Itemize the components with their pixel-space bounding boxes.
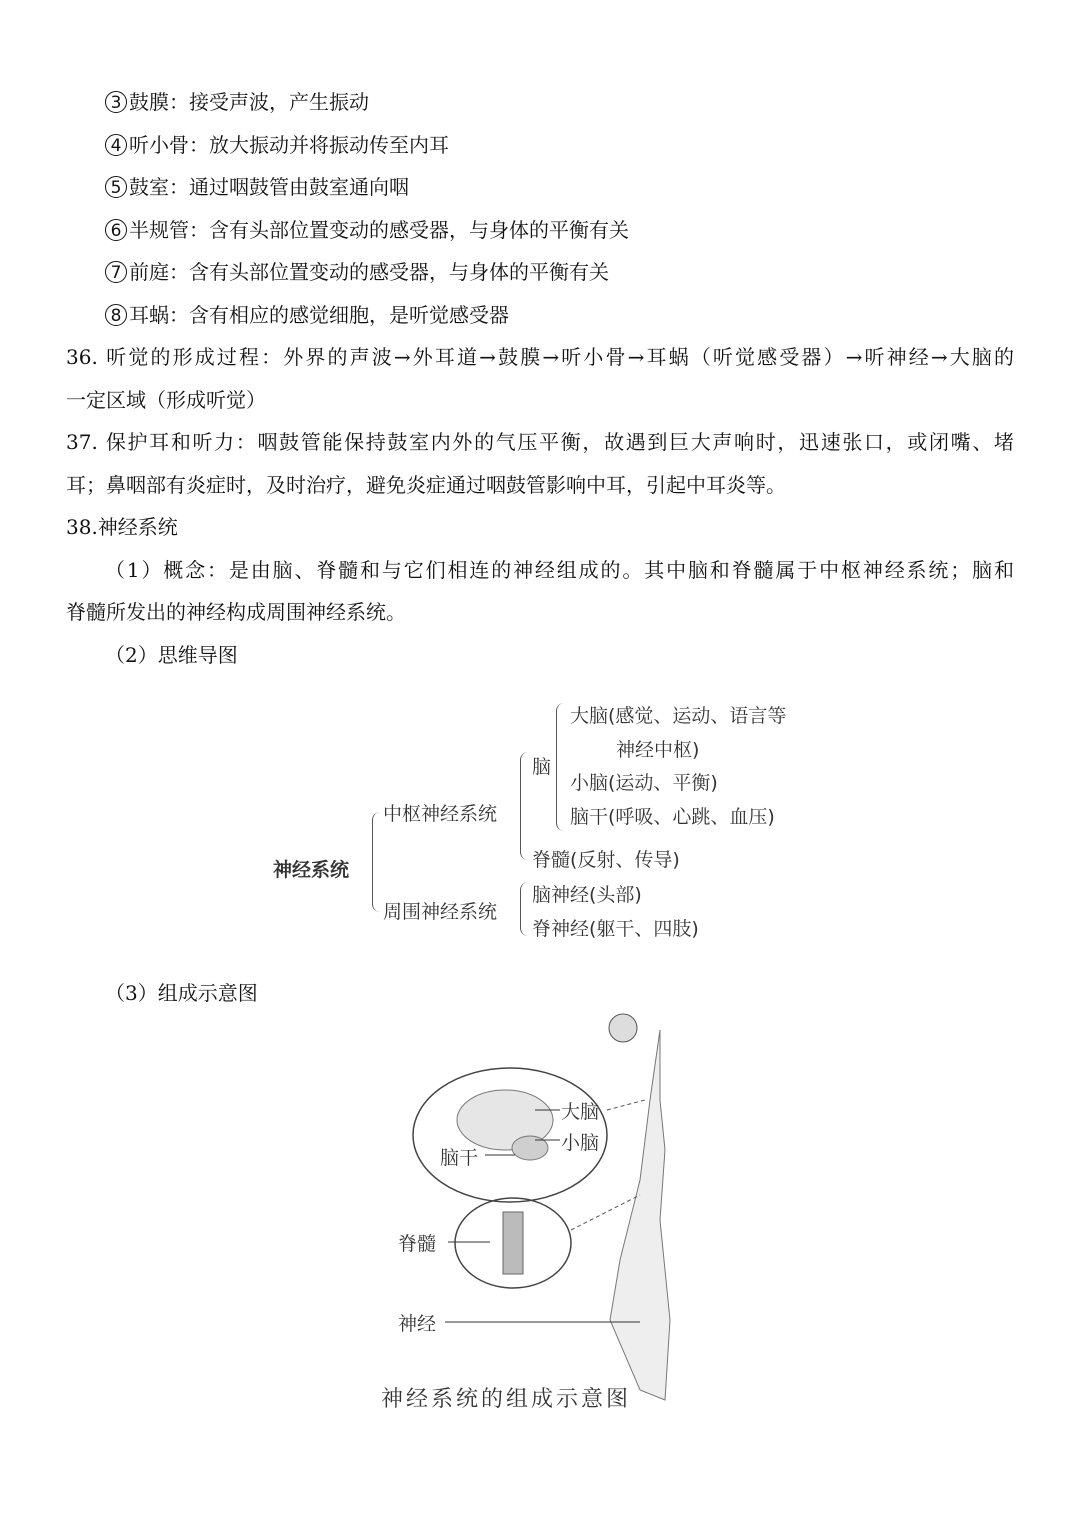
ear-part-text: 耳蜗：含有相应的感觉细胞，是听觉感受器 xyxy=(129,303,509,327)
ear-part-text: 听小骨：放大振动并将振动传至内耳 xyxy=(129,133,449,157)
mindmap-cerebrum-cont: 神经中枢) xyxy=(616,739,700,761)
ear-part-text: 前庭：含有头部位置变动的感受器，与身体的平衡有关 xyxy=(129,260,609,284)
mindmap-brainstem: 脑干(呼吸、心跳、血压) xyxy=(570,806,775,828)
mindmap-peripheral: 周围神经系统 xyxy=(383,901,498,923)
label-brainstem: 脑干 xyxy=(440,1147,479,1169)
item38-title: 38.神经系统 xyxy=(66,515,178,539)
circled-number: 5 xyxy=(105,176,127,198)
diagram-heading: （3）组成示意图 xyxy=(105,981,258,1005)
circled-number: 7 xyxy=(105,261,127,283)
label-cerebellum: 小脑 xyxy=(561,1132,600,1154)
mindmap-root: 神经系统 xyxy=(273,859,350,881)
mindmap-cerebellum: 小脑(运动、平衡) xyxy=(570,772,718,794)
mindmap-brain: 脑 xyxy=(532,756,552,778)
circled-number: 8 xyxy=(105,304,127,326)
basketball-icon xyxy=(609,1014,637,1042)
concept-line1: （1）概念：是由脑、脊髓和与它们相连的神经组成的。其中脑和脊髓属于中枢神经系统；脑和 xyxy=(105,558,1014,582)
mindmap-spinal-nerves: 脊神经(躯干、四肢) xyxy=(532,918,699,940)
mindmap-central: 中枢神经系统 xyxy=(383,803,498,825)
spinal-cord-icon xyxy=(503,1212,523,1274)
circled-number: 3 xyxy=(105,91,127,113)
concept-line2: 脊髓所发出的神经构成周围神经系统。 xyxy=(66,600,406,624)
body-figure-icon xyxy=(610,1030,670,1400)
label-nerve: 神经 xyxy=(398,1313,437,1335)
label-spinal-cord: 脊髓 xyxy=(398,1233,437,1255)
mindmap-cerebrum: 大脑(感觉、运动、语言等 xyxy=(570,705,787,727)
ear-part-text: 半规管：含有头部位置变动的感受器，与身体的平衡有关 xyxy=(129,218,629,242)
item36-line1: 36. 听觉的形成过程：外界的声波→外耳道→鼓膜→听小骨→耳蜗（听觉感受器）→听神经→大脑的 xyxy=(66,345,1014,369)
item37-line1: 37. 保护耳和听力：咽鼓管能保持鼓室内外的气压平衡，故遇到巨大声响时，迅速张口，或闭嘴、堵 xyxy=(66,430,1014,454)
mindmap-cranial-nerves: 脑神经(头部) xyxy=(532,884,642,906)
item37-line2: 耳；鼻咽部有炎症时，及时治疗，避免炎症通过咽鼓管影响中耳，引起中耳炎等。 xyxy=(66,473,786,497)
mindmap-heading: （2）思维导图 xyxy=(105,643,238,667)
circled-number: 6 xyxy=(105,219,127,241)
ear-part-text: 鼓膜：接受声波，产生振动 xyxy=(129,90,369,114)
item36-line2: 一定区域（形成听觉） xyxy=(66,388,266,412)
circled-number: 4 xyxy=(105,134,127,156)
label-cerebrum: 大脑 xyxy=(561,1101,600,1123)
figure-caption: 神经系统的组成示意图 xyxy=(381,1387,632,1412)
mindmap-spinal-cord: 脊髓(反射、传导) xyxy=(532,849,680,871)
ear-part-text: 鼓室：通过咽鼓管由鼓室通向咽 xyxy=(129,175,409,199)
